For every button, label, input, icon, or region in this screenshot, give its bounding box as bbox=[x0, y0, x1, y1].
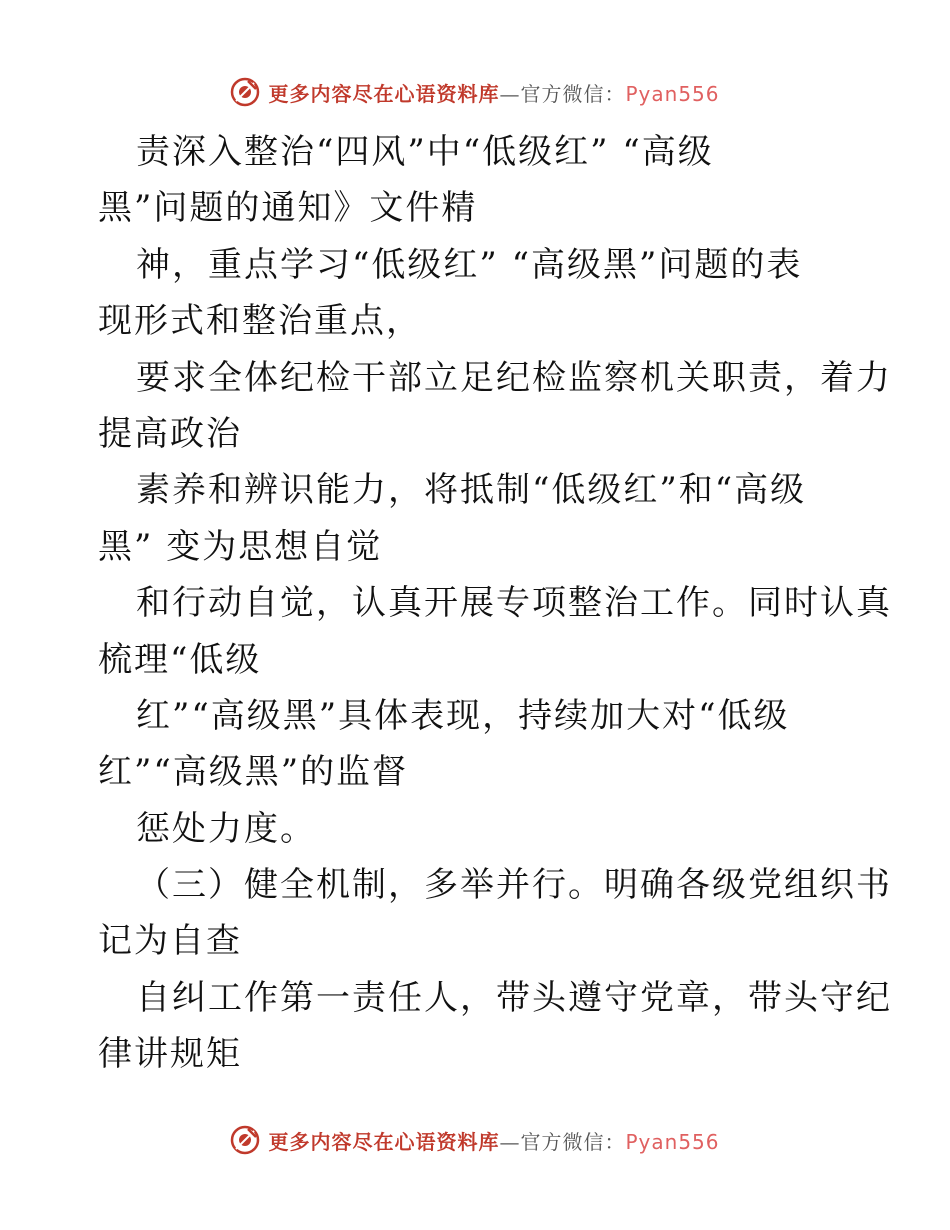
banner-label bbox=[268, 1126, 719, 1155]
banner-wechat-label: 官方微信： bbox=[520, 81, 626, 106]
banner-wechat-id: Pyan556 bbox=[625, 1129, 720, 1154]
banner-separator: — bbox=[499, 81, 521, 106]
text-line: 惩处力度。 bbox=[136, 808, 316, 849]
text-line: 神，重点学习“低级红” “高级黑”问题的表 bbox=[136, 244, 803, 285]
text-line: 梳理“低级 bbox=[98, 639, 262, 680]
text-line: 责深入整治“四风”中“低级红” “高级 bbox=[136, 132, 714, 172]
text-line: 黑” 变为思想自觉 bbox=[98, 526, 383, 567]
header-watermark-banner bbox=[0, 72, 950, 112]
banner-wechat-label: 官方微信： bbox=[520, 1129, 626, 1154]
text-line: 黑”问题的通知》文件精 bbox=[98, 188, 478, 229]
banner-main-text: 更多内容尽在心语资料库 bbox=[268, 81, 500, 106]
text-line: 素养和辨识能力，将抵制“低级红”和“高级 bbox=[136, 470, 807, 511]
document-body bbox=[98, 124, 892, 1083]
text-line: 红”“高级黑”的监督 bbox=[98, 752, 409, 793]
text-line: 律讲规矩 bbox=[98, 1034, 242, 1075]
banner-separator: — bbox=[499, 1129, 521, 1154]
brand-logo-icon bbox=[230, 77, 260, 107]
text-line: 和行动自觉，认真开展专项整治工作。同时认真 bbox=[136, 583, 892, 624]
banner-wechat-id: Pyan556 bbox=[625, 81, 720, 106]
text-line: 红”“高级黑”具体表现，持续加大对“低级 bbox=[136, 695, 790, 736]
text-line: 记为自查 bbox=[98, 921, 242, 962]
text-line: 提高政治 bbox=[98, 413, 242, 454]
footer-watermark-banner bbox=[0, 1120, 950, 1160]
text-line: （三）健全机制，多举并行。明确各级党组织书 bbox=[136, 865, 892, 906]
text-line: 现形式和整治重点， bbox=[98, 301, 422, 342]
text-line: 自纠工作第一责任人，带头遵守党章，带头守纪 bbox=[136, 977, 892, 1018]
banner-main-text: 更多内容尽在心语资料库 bbox=[268, 1129, 500, 1154]
brand-logo-icon bbox=[230, 1125, 260, 1155]
banner-label bbox=[268, 78, 719, 107]
text-line: 要求全体纪检干部立足纪检监察机关职责，着力 bbox=[136, 357, 892, 398]
